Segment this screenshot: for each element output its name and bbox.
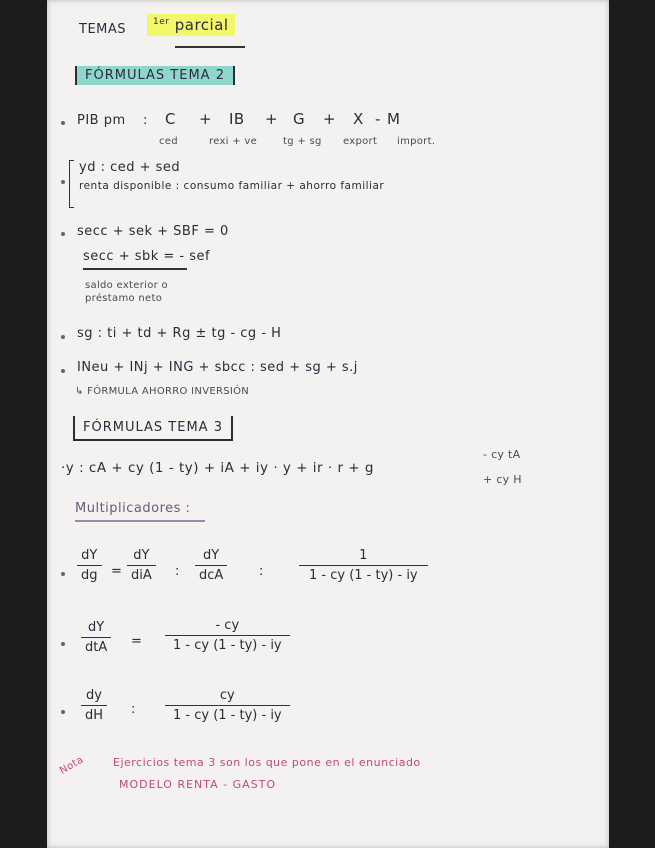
m3-eq: : — [131, 702, 136, 717]
m3-frac-result — [165, 688, 290, 723]
m1-eq2: : — [175, 564, 180, 579]
nota-label: Nota — [57, 754, 86, 777]
m2-frac-result — [165, 618, 290, 653]
frac-num: - cy — [215, 618, 240, 633]
y-branch-top: - cy tA — [483, 448, 521, 461]
frac-den: 1 - cy (1 - ty) - iy — [299, 565, 428, 583]
pib-note-ib: rexi + ve — [209, 136, 258, 147]
pib-note-ced: ced — [159, 136, 178, 147]
multiplicadores-heading: Multiplicadores : — [75, 501, 191, 516]
bullet — [61, 369, 65, 373]
frac-num: dY — [88, 620, 105, 635]
secc-note2: préstamo neto — [85, 293, 163, 304]
tema2-title: FÓRMULAS TEMA 2 — [75, 66, 235, 85]
pib-plus: + — [199, 110, 213, 128]
frac-den: dH — [81, 705, 107, 723]
pib-minus: - — [375, 110, 381, 128]
pib-note-m: import. — [397, 136, 436, 147]
pib-lhs: PIB pm — [77, 113, 126, 128]
m3-frac-dy-dh — [81, 688, 107, 723]
bullet — [61, 335, 65, 339]
header-temas: TEMAS — [79, 22, 127, 37]
tema3-title: FÓRMULAS TEMA 3 — [73, 416, 233, 441]
header-parcial-box — [147, 14, 235, 36]
m1-frac-dy-dia — [127, 548, 156, 583]
bullet — [61, 572, 65, 576]
sg-eq: sg : ti + td + Rg ± tg - cg - H — [77, 326, 282, 341]
header-underline — [175, 46, 245, 48]
frac-num: dY — [133, 548, 150, 563]
y-branch-bottom: + cy H — [483, 473, 522, 486]
m1-eq1: = — [111, 564, 123, 579]
frac-num: cy — [219, 688, 235, 703]
notebook-page — [47, 0, 609, 848]
frac-num: dY — [203, 548, 220, 563]
pib-eq: : — [143, 113, 148, 128]
frac-den: dg — [77, 565, 102, 583]
header-parcial-sup: 1er — [153, 17, 170, 27]
bullet — [61, 642, 65, 646]
header-parcial: parcial — [174, 16, 229, 34]
frac-den: 1 - cy (1 - ty) - iy — [165, 705, 290, 723]
nota-line1: Ejercicios tema 3 son los que pone en el enunciado — [113, 756, 421, 769]
yd-line2: renta disponible : consumo familiar + ahorro familiar — [79, 180, 385, 192]
frac-num: dy — [86, 688, 102, 703]
frac-den: 1 - cy (1 - ty) - iy — [165, 635, 290, 653]
y-equation: ·y : cA + cy (1 - ty) + iA + iy · y + ir · r + g — [61, 460, 374, 476]
frac-num: 1 — [359, 548, 368, 563]
secc-note1: saldo exterior o — [85, 280, 168, 291]
m1-eq3: : — [259, 564, 264, 579]
brace — [69, 160, 74, 208]
pib-term-c: C — [165, 110, 176, 128]
frac-den: diA — [127, 565, 156, 583]
pib-note-g: tg + sg — [283, 136, 322, 147]
m1-frac-result — [299, 548, 428, 583]
pib-plus: + — [265, 110, 279, 128]
m1-frac-dy-dca — [195, 548, 227, 583]
m2-frac-dy-dta — [81, 620, 111, 655]
pib-term-g: G — [293, 110, 306, 128]
pib-term-m: M — [387, 110, 401, 128]
pib-plus: + — [323, 110, 337, 128]
nota-line2: MODELO RENTA - GASTO — [119, 778, 277, 791]
bullet — [61, 180, 65, 184]
pib-term-x: X — [353, 110, 364, 128]
frac-den: dcA — [195, 565, 227, 583]
ineu-note: ↳ FÓRMULA AHORRO INVERSIÓN — [75, 386, 250, 397]
secc-underbrace — [83, 268, 187, 270]
yd-line1: yd : ced + sed — [79, 160, 181, 175]
secc-eq2: secc + sbk = - sef — [83, 249, 211, 264]
frac-num: dY — [81, 548, 98, 563]
m1-frac-dy-dg — [77, 548, 102, 583]
header-parcial-highlight — [147, 16, 235, 34]
secc-eq1: secc + sek + SBF = 0 — [77, 224, 229, 239]
frac-den: dtA — [81, 637, 111, 655]
bullet — [61, 710, 65, 714]
multiplicadores-underline — [75, 520, 205, 522]
bullet — [61, 232, 65, 236]
bullet — [61, 121, 65, 125]
pib-term-ib: IB — [229, 110, 245, 128]
pib-note-x: export — [343, 136, 378, 147]
ineu-eq: INeu + INj + ING + sbcc : sed + sg + s.j — [77, 360, 358, 375]
m2-eq: = — [131, 634, 143, 649]
